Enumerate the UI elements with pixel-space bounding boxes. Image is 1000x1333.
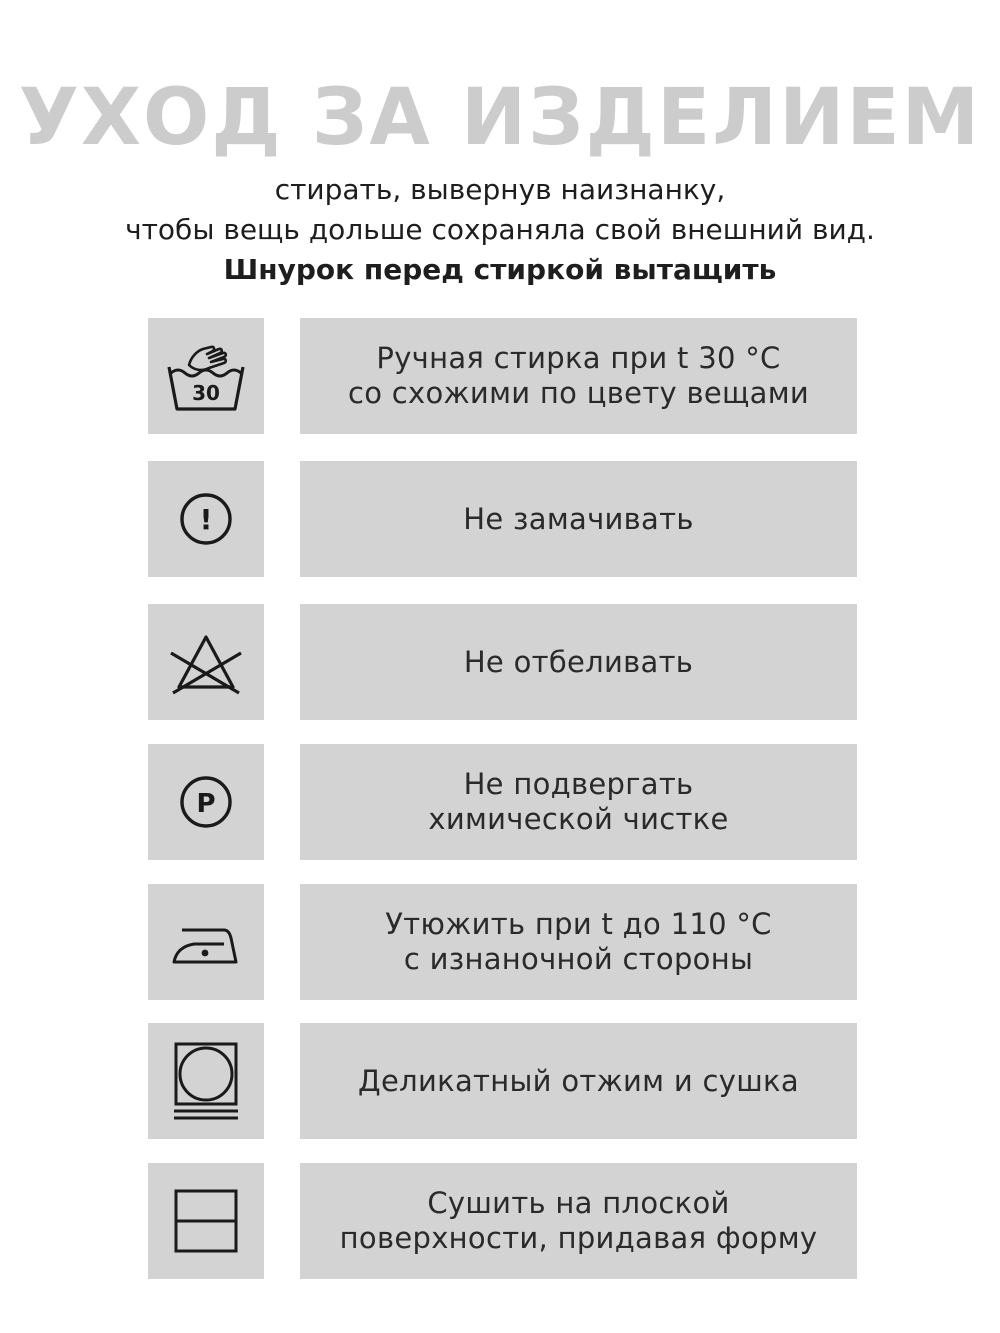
wash-temperature-label: 30 [192, 381, 220, 405]
care-icon-box-4 [148, 744, 264, 860]
care-text-line: Не отбеливать [463, 644, 694, 679]
do-not-soak-icon [171, 484, 241, 554]
care-text-box-7 [300, 1163, 857, 1279]
care-icon-box-3 [148, 604, 264, 720]
intro-line-1: стирать, вывернув наизнанку, [274, 173, 726, 206]
care-icon-box-7 [148, 1163, 264, 1279]
care-text-line: Сушить на плоской [427, 1186, 730, 1220]
care-text-box-1 [300, 318, 857, 434]
intro-line-3-bold: Шнурок перед стиркой вытащить [223, 253, 777, 286]
page-title: УХОД ЗА ИЗДЕЛИЕМ [18, 73, 982, 163]
care-text-line: Утюжить при t до 110 °С [385, 907, 772, 941]
care-text-line: поверхности, придавая форму [339, 1221, 818, 1255]
care-icon-box-5 [148, 884, 264, 1000]
care-text-line: Деликатный отжим и сушка [358, 1063, 799, 1098]
exclamation-mark: ! [199, 503, 213, 536]
care-icon-box-2 [148, 461, 264, 577]
professional-cleaning-p-icon [171, 767, 241, 837]
care-text-line: Ручная стирка при t 30 °С [376, 341, 781, 375]
care-text-line: со схожими по цвету вещами [347, 376, 810, 410]
care-icon-box-1 [148, 318, 264, 434]
intro-line-2: чтобы вещь дольше сохраняла свой внешний вид. [125, 213, 875, 246]
iron-low-heat-icon [166, 912, 246, 972]
care-text-line: химической чистке [428, 802, 729, 836]
care-text-line: Не подвергать [463, 767, 694, 801]
care-text-box-6 [300, 1023, 857, 1139]
gentle-tumble-dry-icon [166, 1036, 246, 1126]
hand-wash-30-icon [161, 331, 251, 421]
letter-p: P [196, 789, 216, 819]
dry-flat-icon [166, 1181, 246, 1261]
care-text-box-2 [300, 461, 857, 577]
care-text-line: Не замачивать [463, 501, 694, 536]
care-text-box-5 [300, 884, 857, 1000]
care-text-line: с изнаночной стороны [403, 942, 754, 976]
do-not-bleach-icon [163, 627, 249, 697]
care-icon-box-6 [148, 1023, 264, 1139]
care-text-box-4 [300, 744, 857, 860]
care-text-box-3 [300, 604, 857, 720]
